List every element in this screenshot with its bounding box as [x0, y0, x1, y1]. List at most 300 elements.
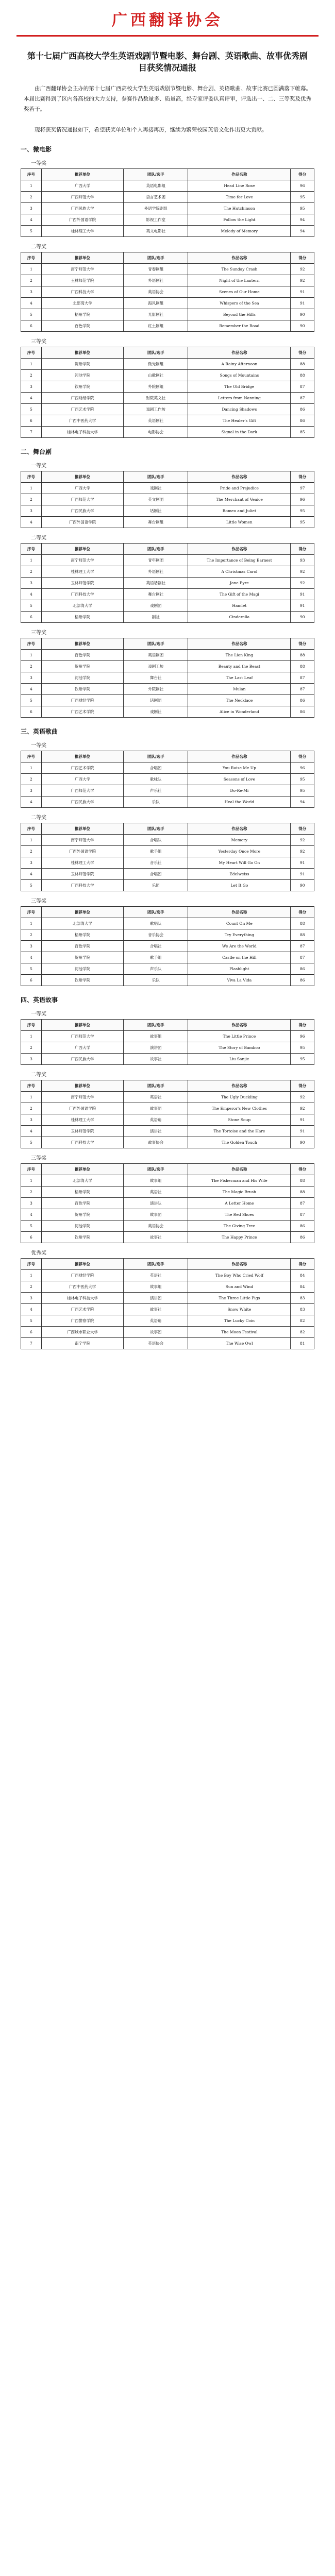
- column-header-team: 团队/选手: [124, 638, 188, 650]
- column-header-score: 得分: [291, 1259, 314, 1270]
- table-cell: 河池学院: [41, 672, 123, 684]
- table-cell: 3: [21, 203, 42, 214]
- table-cell: 演讲队: [124, 1198, 188, 1209]
- table-cell: 91: [291, 869, 314, 880]
- column-header-school: 推荐单位: [41, 1020, 123, 1031]
- table-cell: 86: [291, 1232, 314, 1243]
- table-cell: 83: [291, 1293, 314, 1304]
- table-row: [21, 1304, 314, 1315]
- table-cell: 81: [291, 1338, 314, 1349]
- table-cell: 1: [21, 1175, 42, 1187]
- table-cell: 88: [291, 1175, 314, 1187]
- table-cell: The Magic Brush: [188, 1187, 291, 1198]
- table-cell: The Red Shoes: [188, 1209, 291, 1221]
- table-cell: 4: [21, 1126, 42, 1137]
- table-cell: 广西警察学院: [41, 1315, 123, 1327]
- award-level-title: 二等奖: [31, 535, 46, 541]
- table-cell: 广西艺术学院: [41, 762, 123, 774]
- table-cell: 6: [21, 706, 42, 718]
- table-cell: 1: [21, 918, 42, 929]
- column-header-score: 得分: [291, 638, 314, 650]
- table-cell: 2: [21, 370, 42, 381]
- table-cell: 4: [21, 952, 42, 963]
- table-cell: The Gift of the Magi: [188, 589, 291, 600]
- table-cell: 92: [291, 275, 314, 286]
- table-cell: 广西财经学院: [41, 393, 123, 404]
- table-cell: 2: [21, 494, 42, 505]
- table-cell: 6: [21, 1232, 42, 1243]
- table-cell: 6: [21, 975, 42, 986]
- table-row: [21, 505, 314, 517]
- table-row: [21, 298, 314, 309]
- column-header-team: 团队/选手: [124, 907, 188, 918]
- award-level-title: 三等奖: [31, 339, 46, 345]
- table-cell: 广西城市职业大学: [41, 1327, 123, 1338]
- table-cell: 2: [21, 661, 42, 672]
- table-cell: 广西师范大学: [41, 494, 123, 505]
- column-header-score: 得分: [291, 544, 314, 555]
- table-cell: 4: [21, 1304, 42, 1315]
- table-cell: The Wise Owl: [188, 1338, 291, 1349]
- table-row: [21, 880, 314, 891]
- table-row: [21, 1187, 314, 1198]
- table-cell: 舞台剧组: [124, 517, 188, 528]
- table-cell: 北部湾大学: [41, 298, 123, 309]
- table-cell: 外院剧组: [124, 381, 188, 393]
- table-row: [21, 1114, 314, 1126]
- table-cell: 92: [291, 835, 314, 846]
- award-table: [21, 823, 314, 891]
- table-cell: 2: [21, 774, 42, 785]
- column-header-no: 序号: [21, 751, 42, 762]
- column-header-school: 推荐单位: [41, 544, 123, 555]
- table-row: [21, 381, 314, 393]
- award-level-title: 二等奖: [31, 244, 46, 250]
- column-header-team: 团队/选手: [124, 347, 188, 359]
- table-row: [21, 929, 314, 941]
- table-cell: Memory: [188, 835, 291, 846]
- table-cell: 广西艺术学院: [41, 1304, 123, 1315]
- table-cell: 故事社: [124, 1304, 188, 1315]
- table-cell: 话剧团: [124, 695, 188, 706]
- section-title: 二、舞台剧: [21, 448, 52, 456]
- award-level-title: 二等奖: [31, 815, 46, 821]
- table-cell: Little Women: [188, 517, 291, 528]
- table-cell: 外院剧社: [124, 684, 188, 695]
- table-cell: 广西民族大学: [41, 505, 123, 517]
- table-cell: 91: [291, 589, 314, 600]
- table-cell: 广西科技大学: [41, 880, 123, 891]
- table-cell: 语言艺术团: [124, 192, 188, 203]
- table-cell: My Heart Will Go On: [188, 857, 291, 869]
- table-cell: 1: [21, 1092, 42, 1103]
- table-row: [21, 650, 314, 661]
- table-cell: The Healer's Gift: [188, 415, 291, 427]
- table-cell: 4: [21, 393, 42, 404]
- table-cell: 外语剧社: [124, 275, 188, 286]
- table-cell: 北部湾大学: [41, 600, 123, 612]
- table-row: [21, 1338, 314, 1349]
- table-header-row: [21, 169, 314, 180]
- table-cell: 广西民族大学: [41, 796, 123, 808]
- table-cell: 故事组: [124, 1281, 188, 1293]
- column-header-work: 作品名称: [188, 907, 291, 918]
- column-header-school: 推荐单位: [41, 638, 123, 650]
- table-cell: 广西民族大学: [41, 1054, 123, 1065]
- table-cell: 海风剧组: [124, 298, 188, 309]
- table-cell: 87: [291, 952, 314, 963]
- table-cell: 3: [21, 941, 42, 952]
- table-cell: The Story of Bamboo: [188, 1042, 291, 1054]
- table-cell: 87: [291, 1209, 314, 1221]
- table-cell: A Christmas Carol: [188, 566, 291, 578]
- table-cell: 红土剧组: [124, 320, 188, 332]
- table-cell: 1: [21, 835, 42, 846]
- table-cell: The Importance of Being Earnest: [188, 555, 291, 566]
- table-cell: 87: [291, 672, 314, 684]
- table-cell: 95: [291, 203, 314, 214]
- table-cell: Follow the Light: [188, 214, 291, 226]
- table-cell: 90: [291, 612, 314, 623]
- table-cell: 85: [291, 427, 314, 438]
- table-cell: The Golden Touch: [188, 1137, 291, 1148]
- award-section: [21, 727, 314, 986]
- table-row: [21, 975, 314, 986]
- table-cell: 94: [291, 226, 314, 237]
- table-cell: 钦州学院: [41, 684, 123, 695]
- column-header-no: 序号: [21, 1080, 42, 1092]
- table-cell: 青春剧组: [124, 264, 188, 275]
- column-header-score: 得分: [291, 907, 314, 918]
- table-cell: Remember the Road: [188, 320, 291, 332]
- table-cell: 91: [291, 298, 314, 309]
- table-row: [21, 578, 314, 589]
- table-cell: 90: [291, 880, 314, 891]
- table-header-row: [21, 471, 314, 483]
- table-cell: 88: [291, 661, 314, 672]
- table-cell: 5: [21, 404, 42, 415]
- table-row: [21, 1126, 314, 1137]
- table-cell: 广西外国语学院: [41, 214, 123, 226]
- column-header-no: 序号: [21, 252, 42, 264]
- table-cell: The Emperor's New Clothes: [188, 1103, 291, 1114]
- table-row: [21, 612, 314, 623]
- table-cell: 北部湾大学: [41, 1175, 123, 1187]
- table-cell: The Happy Prince: [188, 1232, 291, 1243]
- table-cell: 电影协会: [124, 427, 188, 438]
- table-cell: Castle on the Hill: [188, 952, 291, 963]
- table-cell: 英语社: [124, 1092, 188, 1103]
- table-cell: Pride and Prejudice: [188, 483, 291, 494]
- table-cell: 82: [291, 1315, 314, 1327]
- table-cell: 贺州学院: [41, 661, 123, 672]
- table-cell: 86: [291, 706, 314, 718]
- table-cell: 91: [291, 286, 314, 298]
- table-cell: 92: [291, 1092, 314, 1103]
- column-header-work: 作品名称: [188, 347, 291, 359]
- table-cell: 2: [21, 1042, 42, 1054]
- table-cell: 合唱团: [124, 762, 188, 774]
- award-section: [21, 995, 314, 1349]
- table-cell: 广西师范大学: [41, 1031, 123, 1042]
- table-cell: 86: [291, 963, 314, 975]
- table-cell: 影视工作室: [124, 214, 188, 226]
- table-row: [21, 589, 314, 600]
- table-cell: Dancing Shadows: [188, 404, 291, 415]
- section-title: 四、英语故事: [21, 996, 58, 1004]
- table-cell: 2: [21, 1187, 42, 1198]
- table-cell: 3: [21, 785, 42, 796]
- column-header-no: 序号: [21, 638, 42, 650]
- column-header-score: 得分: [291, 1164, 314, 1175]
- column-header-team: 团队/选手: [124, 1164, 188, 1175]
- table-cell: 广西大学: [41, 1042, 123, 1054]
- table-cell: The Fisherman and His Wife: [188, 1175, 291, 1187]
- table-row: [21, 1198, 314, 1209]
- table-cell: The Lucky Coin: [188, 1315, 291, 1327]
- table-cell: 英文剧团: [124, 494, 188, 505]
- table-cell: 95: [291, 192, 314, 203]
- table-cell: 英语协会: [124, 286, 188, 298]
- table-cell: 外语学院剧组: [124, 203, 188, 214]
- column-header-no: 序号: [21, 169, 42, 180]
- table-cell: 1: [21, 1270, 42, 1281]
- table-cell: The Little Prince: [188, 1031, 291, 1042]
- table-cell: Mulan: [188, 684, 291, 695]
- table-cell: 英语电影组: [124, 180, 188, 192]
- organization-name: 广西翻译协会: [112, 11, 223, 29]
- table-cell: 96: [291, 762, 314, 774]
- table-cell: 百色学院: [41, 650, 123, 661]
- table-cell: Snow White: [188, 1304, 291, 1315]
- award-section: [21, 447, 314, 718]
- table-row: [21, 695, 314, 706]
- table-cell: 3: [21, 1114, 42, 1126]
- table-cell: 87: [291, 1198, 314, 1209]
- table-row: [21, 180, 314, 192]
- table-cell: 4: [21, 214, 42, 226]
- table-cell: The Last Leaf: [188, 672, 291, 684]
- table-row: [21, 393, 314, 404]
- table-cell: 广西财经学院: [41, 695, 123, 706]
- table-cell: 2: [21, 1281, 42, 1293]
- table-cell: 英语协会: [124, 1221, 188, 1232]
- award-table: [21, 1019, 314, 1065]
- table-cell: 桂林理工大学: [41, 226, 123, 237]
- column-header-team: 团队/选手: [124, 471, 188, 483]
- table-row: [21, 1270, 314, 1281]
- table-row: [21, 1031, 314, 1042]
- column-header-school: 推荐单位: [41, 169, 123, 180]
- column-header-work: 作品名称: [188, 471, 291, 483]
- column-header-no: 序号: [21, 544, 42, 555]
- award-table: [21, 751, 314, 808]
- column-header-work: 作品名称: [188, 1259, 291, 1270]
- column-header-no: 序号: [21, 823, 42, 835]
- table-cell: Try Everything: [188, 929, 291, 941]
- table-cell: 86: [291, 1221, 314, 1232]
- table-cell: 87: [291, 381, 314, 393]
- table-row: [21, 1175, 314, 1187]
- table-cell: The Three Little Pigs: [188, 1293, 291, 1304]
- table-cell: 7: [21, 427, 42, 438]
- table-cell: 贺州学院: [41, 952, 123, 963]
- table-cell: 百色学院: [41, 320, 123, 332]
- column-header-no: 序号: [21, 471, 42, 483]
- table-row: [21, 494, 314, 505]
- table-cell: 88: [291, 918, 314, 929]
- table-cell: Melody of Memory: [188, 226, 291, 237]
- table-row: [21, 483, 314, 494]
- table-cell: 1: [21, 762, 42, 774]
- table-cell: 4: [21, 298, 42, 309]
- table-cell: 梧州学院: [41, 309, 123, 320]
- table-cell: Letters from Nanning: [188, 393, 291, 404]
- table-cell: 百色学院: [41, 1198, 123, 1209]
- table-cell: 92: [291, 1103, 314, 1114]
- table-row: [21, 275, 314, 286]
- table-cell: 4: [21, 517, 42, 528]
- table-row: [21, 566, 314, 578]
- table-row: [21, 427, 314, 438]
- column-header-school: 推荐单位: [41, 1259, 123, 1270]
- table-cell: 87: [291, 684, 314, 695]
- table-cell: Whispers of the Sea: [188, 298, 291, 309]
- table-cell: 梧州学院: [41, 1187, 123, 1198]
- section-title: 三、英语歌曲: [21, 728, 58, 736]
- table-header-row: [21, 907, 314, 918]
- table-row: [21, 555, 314, 566]
- table-cell: 广西民族大学: [41, 203, 123, 214]
- award-level-title: 二等奖: [31, 1072, 46, 1078]
- table-cell: 95: [291, 785, 314, 796]
- table-cell: 3: [21, 1054, 42, 1065]
- table-cell: 2: [21, 846, 42, 857]
- table-cell: 广西科技大学: [41, 589, 123, 600]
- award-table: [21, 1080, 314, 1148]
- table-cell: 广西师范大学: [41, 785, 123, 796]
- table-cell: 演讲团: [124, 1042, 188, 1054]
- table-cell: 88: [291, 370, 314, 381]
- table-cell: The Hutchinson: [188, 203, 291, 214]
- table-cell: 广西科技大学: [41, 1137, 123, 1148]
- table-cell: 英语角: [124, 1114, 188, 1126]
- column-header-work: 作品名称: [188, 1164, 291, 1175]
- column-header-work: 作品名称: [188, 544, 291, 555]
- table-cell: Stone Soup: [188, 1114, 291, 1126]
- table-cell: 戏剧工坊: [124, 661, 188, 672]
- table-cell: 广西科技大学: [41, 286, 123, 298]
- table-row: [21, 661, 314, 672]
- table-cell: 90: [291, 1137, 314, 1148]
- table-cell: 95: [291, 505, 314, 517]
- table-cell: The Old Bridge: [188, 381, 291, 393]
- award-level-title: 一等奖: [31, 1011, 46, 1018]
- table-row: [21, 370, 314, 381]
- table-cell: 91: [291, 600, 314, 612]
- award-level-title: 三等奖: [31, 1156, 46, 1162]
- table-header-row: [21, 347, 314, 359]
- table-cell: Do-Re-Mi: [188, 785, 291, 796]
- table-cell: Romeo and Juliet: [188, 505, 291, 517]
- column-header-school: 推荐单位: [41, 471, 123, 483]
- table-cell: The Giving Tree: [188, 1221, 291, 1232]
- letterhead: [0, 0, 335, 37]
- table-cell: 6: [21, 415, 42, 427]
- table-cell: 广西大学: [41, 180, 123, 192]
- column-header-school: 推荐单位: [41, 347, 123, 359]
- table-cell: 故事团: [124, 1103, 188, 1114]
- table-cell: 广西艺术学院: [41, 706, 123, 718]
- table-cell: 演讲团: [124, 1293, 188, 1304]
- table-cell: 桂林电子科技大学: [41, 427, 123, 438]
- table-cell: Viva La Vida: [188, 975, 291, 986]
- table-cell: Beauty and the Beast: [188, 661, 291, 672]
- table-cell: Cinderella: [188, 612, 291, 623]
- table-cell: 声乐社: [124, 785, 188, 796]
- table-cell: 广西外国语学院: [41, 846, 123, 857]
- column-header-team: 团队/选手: [124, 823, 188, 835]
- table-cell: 83: [291, 1304, 314, 1315]
- table-cell: 6: [21, 612, 42, 623]
- table-cell: 合唱社: [124, 941, 188, 952]
- table-cell: 5: [21, 1221, 42, 1232]
- column-header-work: 作品名称: [188, 823, 291, 835]
- table-cell: 92: [291, 846, 314, 857]
- table-cell: 84: [291, 1270, 314, 1281]
- column-header-no: 序号: [21, 907, 42, 918]
- table-cell: 桂林理工大学: [41, 566, 123, 578]
- table-cell: 南宁师范大学: [41, 1092, 123, 1103]
- award-table: [21, 471, 314, 528]
- table-cell: 3: [21, 672, 42, 684]
- table-cell: 1: [21, 180, 42, 192]
- table-cell: 86: [291, 975, 314, 986]
- table-row: [21, 203, 314, 214]
- column-header-team: 团队/选手: [124, 169, 188, 180]
- column-header-team: 团队/选手: [124, 751, 188, 762]
- table-cell: 英语社: [124, 1270, 188, 1281]
- table-cell: 3: [21, 381, 42, 393]
- table-cell: 2: [21, 192, 42, 203]
- table-cell: 歌唱队: [124, 918, 188, 929]
- column-header-score: 得分: [291, 471, 314, 483]
- column-header-school: 推荐单位: [41, 1164, 123, 1175]
- table-cell: 6: [21, 320, 42, 332]
- table-cell: 舞台社: [124, 672, 188, 684]
- table-cell: 广西中医药大学: [41, 415, 123, 427]
- table-cell: The Necklace: [188, 695, 291, 706]
- table-cell: 2: [21, 929, 42, 941]
- column-header-work: 作品名称: [188, 1080, 291, 1092]
- table-cell: 90: [291, 309, 314, 320]
- table-row: [21, 1054, 314, 1065]
- table-cell: Edelweiss: [188, 869, 291, 880]
- table-row: [21, 672, 314, 684]
- table-cell: Beyond the Hills: [188, 309, 291, 320]
- table-cell: 英语话剧社: [124, 578, 188, 589]
- table-cell: 英语剧团: [124, 650, 188, 661]
- table-cell: 河池学院: [41, 963, 123, 975]
- table-cell: 故事组: [124, 1031, 188, 1042]
- table-cell: The Boy Who Cried Wolf: [188, 1270, 291, 1281]
- table-header-row: [21, 1020, 314, 1031]
- table-cell: 5: [21, 880, 42, 891]
- table-cell: 广西艺术学院: [41, 404, 123, 415]
- table-cell: 5: [21, 963, 42, 975]
- table-cell: 96: [291, 1031, 314, 1042]
- column-header-team: 团队/选手: [124, 1259, 188, 1270]
